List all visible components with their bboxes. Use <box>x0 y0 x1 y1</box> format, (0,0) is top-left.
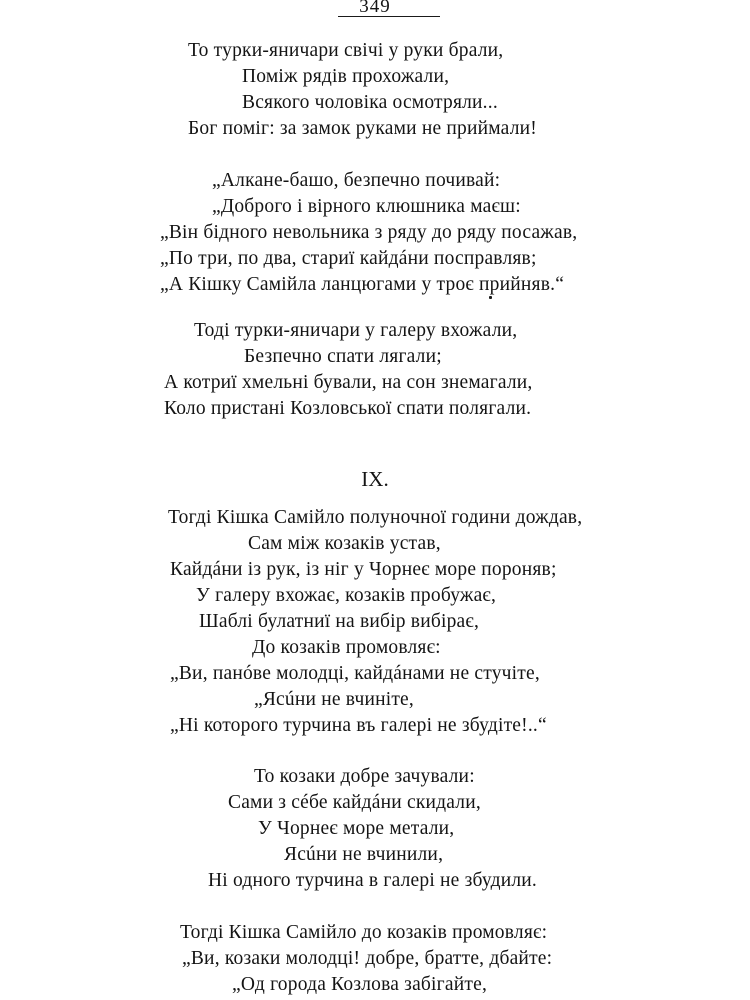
verse-line: У Чорнеє море метали, <box>258 818 455 839</box>
page-number: 349 <box>359 0 391 17</box>
verse-line: „По три, по два, стариї кайдáни посправляв; <box>160 248 537 269</box>
verse-line: „Доброго і вірного клюшника маєш: <box>212 196 521 217</box>
verse-line: „Од города Козлова забігайте, <box>232 974 488 995</box>
verse-line: У галеру вхожає, козаків пробужає, <box>196 585 497 606</box>
verse-line: Бог поміг: за замок руками не приймали! <box>188 118 537 139</box>
print-mark <box>489 296 492 299</box>
verse-line: „Ні которого турчина въ галері не збудіте!..“ <box>170 715 547 736</box>
verse-line: Шаблі булатниї на вибір вибірає, <box>199 611 480 632</box>
header-rule <box>338 16 440 17</box>
verse-line: Всякого чоловіка осмотряли... <box>242 92 498 113</box>
verse-line: „Ви, панóве молодці, кайдáнами не стучіте, <box>170 663 540 684</box>
verse-line: Сам між козаків устав, <box>248 533 441 554</box>
verse-line: „Алкане-башо, безпечно почивай: <box>212 170 501 191</box>
verse-line: „Він бідного невольника з ряду до ряду посажав, <box>160 222 578 243</box>
verse-line: Кайдáни із рук, із ніг у Чорнеє море пороняв; <box>170 559 557 580</box>
verse-line: „А Кішку Самійла ланцюгами у троє прийняв.“ <box>160 274 565 295</box>
verse-line: Тоді турки-яничари у галеру вхожали, <box>194 320 518 341</box>
verse-line: Ясúни не вчинили, <box>284 844 444 865</box>
verse-line: „Ви, козаки молодці! добре, братте, дбайте: <box>182 948 553 969</box>
verse-line: Коло пристані Козловської спати полягали. <box>164 398 532 419</box>
verse-line: То козаки добре зачували: <box>254 766 475 787</box>
section-heading: IX. <box>361 467 389 491</box>
verse-line: Тогді Кішка Самійло до козаків промовляє: <box>180 922 548 943</box>
verse-line: До козаків промовляє: <box>252 637 441 658</box>
verse-line: А котриї хмельні бували, на сон знемагали, <box>164 372 533 393</box>
verse-line: Сами з сéбе кайдáни скидали, <box>228 792 481 813</box>
verse-line: Безпечно спати лягали; <box>244 346 442 367</box>
verse-line: „Ясúни не вчиніте, <box>254 689 414 710</box>
verse-line: Ні одного турчина в галері не збудили. <box>208 870 537 891</box>
verse-line: Поміж рядів прохожали, <box>242 66 450 87</box>
verse-line: То турки-яничари свічі у руки брали, <box>188 40 504 61</box>
verse-line: Тогді Кішка Самійло полуночної години дождав, <box>168 507 583 528</box>
